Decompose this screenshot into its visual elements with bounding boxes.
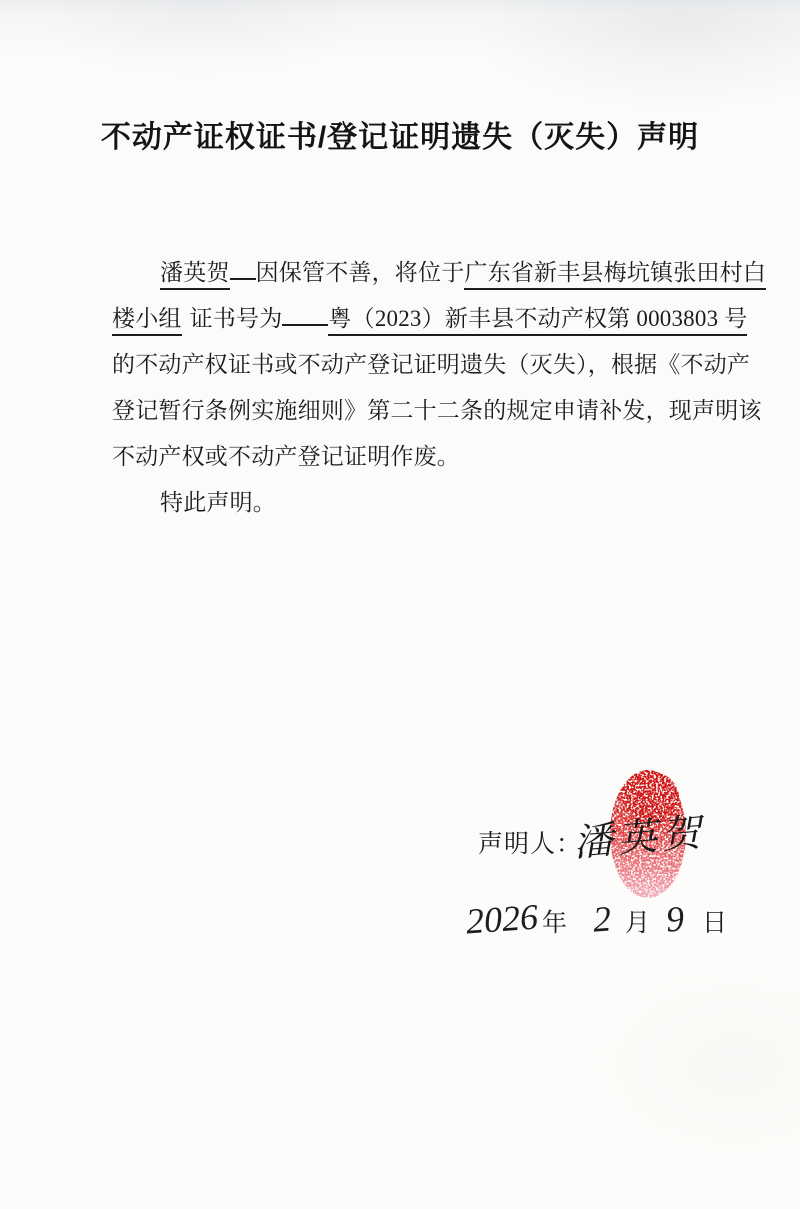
declaration-line-5: 不动产权或不动产登记证明作废。: [112, 444, 460, 469]
certificate-number: 粤（2023）新丰县不动产权第 0003803 号: [328, 304, 747, 336]
date-month-label: 月: [625, 910, 651, 937]
declaration-text: 因保管不善，将位于: [255, 260, 465, 285]
date-month: 2: [591, 898, 613, 940]
date-day-label: 日: [702, 910, 728, 937]
date-year-label: 年: [542, 910, 568, 937]
declaration-line-3: 的不动产权证书或不动产登记证明遗失（灭失），根据《不动产: [112, 352, 751, 377]
declaration-line-2: [112, 296, 748, 342]
property-location-continued: 楼小组: [112, 304, 182, 336]
declaration-line-4: 登记暂行条例实施细则》第二十二条的规定申请补发，现声明该: [112, 398, 762, 423]
declaration-body: [112, 250, 767, 526]
declarant-label: 声明人：: [478, 831, 583, 858]
property-location: 广东省新丰县梅坑镇张田村白: [464, 258, 766, 290]
declaration-line-1: [112, 250, 767, 296]
handwritten-signature: 潘英贺: [571, 810, 707, 865]
document-title: 不动产证权证书/登记证明遗失（灭失）声明: [100, 121, 700, 154]
underline-blank: [282, 324, 328, 326]
underline-blank: [230, 278, 256, 280]
declarant-name: 潘英贺: [160, 258, 230, 290]
date-day: 9: [664, 898, 686, 940]
closing-statement: 特此声明。: [160, 490, 276, 515]
declaration-text: 证书号为: [189, 306, 283, 331]
date-year: 2026: [464, 896, 540, 942]
